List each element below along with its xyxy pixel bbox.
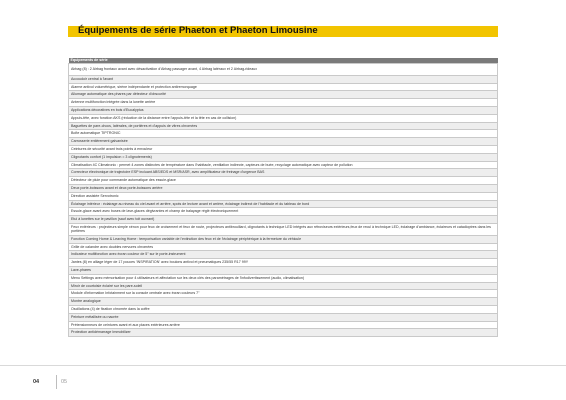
table-cell: Miroir de courtoisie éclairé sur les pare-soleil	[69, 282, 498, 290]
table-row	[69, 64, 498, 76]
title-banner	[68, 26, 498, 37]
table-row	[69, 91, 498, 99]
table-cell: Alarme antivol volumétrique, sirène indépendante et protection antiremorquage	[69, 83, 498, 91]
table-row	[69, 122, 498, 130]
table-cell: Essuie-glace avant avec buses de lave-glaces dégivrantes et champ de balayage réglé électroniquement	[69, 208, 498, 216]
table-cell: Indicateur multifonction avec écran couleur de 5" sur le porte-instrument	[69, 251, 498, 259]
table-row	[69, 169, 498, 177]
table-cell: Applications décoratives en bois d'Eucalyptus	[69, 106, 498, 114]
table-cell: Lave-phares	[69, 266, 498, 274]
table-cell: Clignotants confort (1 impulsion = 3 clignotements)	[69, 153, 498, 161]
table-body	[69, 64, 498, 337]
table-row	[69, 99, 498, 107]
table-row	[69, 282, 498, 290]
table-row	[69, 200, 498, 208]
table-row	[69, 216, 498, 224]
table-row	[69, 266, 498, 274]
table-cell: Antenne multifonction intégrée dans la lunette arrière	[69, 99, 498, 107]
table-cell: Jantes (8) en alliage léger de 17 pouces 'INSPIRATION' avec boulons antivol et pneumatiques 235/55 R17 99Y	[69, 259, 498, 267]
table-cell: Module d'information Infotainment sur la console centrale avec écran couleurs 7"	[69, 290, 498, 298]
equipment-table-wrap	[68, 58, 498, 337]
table-row	[69, 208, 498, 216]
page-number: 04	[33, 379, 40, 385]
table-cell: Ceintures de sécurité avant trois points à enrouleur	[69, 145, 498, 153]
table-row	[69, 177, 498, 185]
table-row	[69, 251, 498, 259]
table-cell: Appuis-tête, avec fonction AKS (réduction de la distance entre l'appuis-tête et la tête en cas de collision)	[69, 114, 498, 122]
table-row	[69, 259, 498, 267]
table-cell: Deux porte-boissons avant et deux porte-boissons arrière	[69, 184, 498, 192]
table-cell: Montre analogique	[69, 298, 498, 306]
table-row	[69, 83, 498, 91]
page-reference: 05	[61, 379, 68, 385]
table-row	[69, 75, 498, 83]
table-cell: Carrosserie entièrement galvanisée	[69, 138, 498, 146]
table-cell: Climatisation 4C Climatronic : permet 4 zones distinctes de température dans l'habitacle, ventilation indirecte, capteurs de buée, recyclage automatique avec capteur de pollution	[69, 161, 498, 169]
page-separator	[56, 375, 57, 389]
table-row	[69, 298, 498, 306]
table-cell: Grille de calandre avec doubles nervures chromées	[69, 243, 498, 251]
table-cell: Protection antidémarrage Immobilizer	[69, 329, 498, 337]
table-cell: Menu Settings avec mémorisation pour 4 utilisateurs et affectation sur les deux clés des paramétrages de l'infodivertissement (audio, climatisation)	[69, 274, 498, 282]
equipment-table	[68, 58, 498, 337]
table-row	[69, 305, 498, 313]
table-cell: Direction assistée Servotronic	[69, 192, 498, 200]
table-row	[69, 145, 498, 153]
table-cell: Etui à lunettes sur le pavillon (sauf avec toit ouvrant)	[69, 216, 498, 224]
table-row	[69, 106, 498, 114]
table-cell: Éclairage intérieur : éclairage au niveau du ciel avant et arrière, spots de lecture avant et arrière, éclairage indirect de l'habitacle et du tableau de bord	[69, 200, 498, 208]
table-cell: Baguettes de pare-chocs, latérales, de portières et d'appuis de vitres chromées	[69, 122, 498, 130]
table-cell: Détecteur de pluie pour commande automatique des essuie-glace	[69, 177, 498, 185]
page-title: Équipements de série Phaeton et Phaeton Limousine	[78, 25, 318, 36]
table-cell: Boîte automatique TIPTRONIC	[69, 130, 498, 138]
table-cell: Fonction Coming Home & Leaving Home : temporisation variable de l'extinction des feux et de l'éclairage périphérique à la fermeture du véhicule	[69, 235, 498, 243]
table-row	[69, 321, 498, 329]
table-row	[69, 313, 498, 321]
table-row	[69, 192, 498, 200]
table-row	[69, 243, 498, 251]
table-cell: Prétensionneurs de ceintures avant et aux places extérieures arrière	[69, 321, 498, 329]
table-row	[69, 184, 498, 192]
table-row	[69, 138, 498, 146]
table-row	[69, 153, 498, 161]
table-row	[69, 290, 498, 298]
table-row	[69, 130, 498, 138]
table-cell: Peinture métallisée ou nacrée	[69, 313, 498, 321]
table-row	[69, 161, 498, 169]
table-row	[69, 329, 498, 337]
table-cell: Oscillations (4) de fixation chromée dans la coffre	[69, 305, 498, 313]
table-header: Equipements de série	[69, 58, 498, 64]
table-row	[69, 274, 498, 282]
table-row	[69, 235, 498, 243]
table-row	[69, 223, 498, 235]
table-cell: Correcteur électronique de trajectoire ESP incluant ABS/EDS et MSR/ASR, avec amplificateur de freinage d'urgence BAS	[69, 169, 498, 177]
table-cell: Allumage automatique des phares par détecteur d'obscurité	[69, 91, 498, 99]
footer-divider	[0, 365, 566, 366]
table-cell: Feux extérieurs : projecteurs simple xénon pour feux de croisement et feux de route, projecteurs antibrouillard, clignotants à technique LED intégrés aux rétroviseurs extérieurs,feux de recul à technique LED, éclairage d'ambiance, éclaireurs et catadioptres dans les portières	[69, 223, 498, 235]
table-cell: Airbag (8) : 2 Airbag frontaux avant avec désactivation d'Airbag passager avant, 4 Airbag latéraux et 2 Airbag-rideaux	[69, 64, 498, 76]
table-cell: Accoudoir central à l'avant	[69, 75, 498, 83]
table-row	[69, 114, 498, 122]
